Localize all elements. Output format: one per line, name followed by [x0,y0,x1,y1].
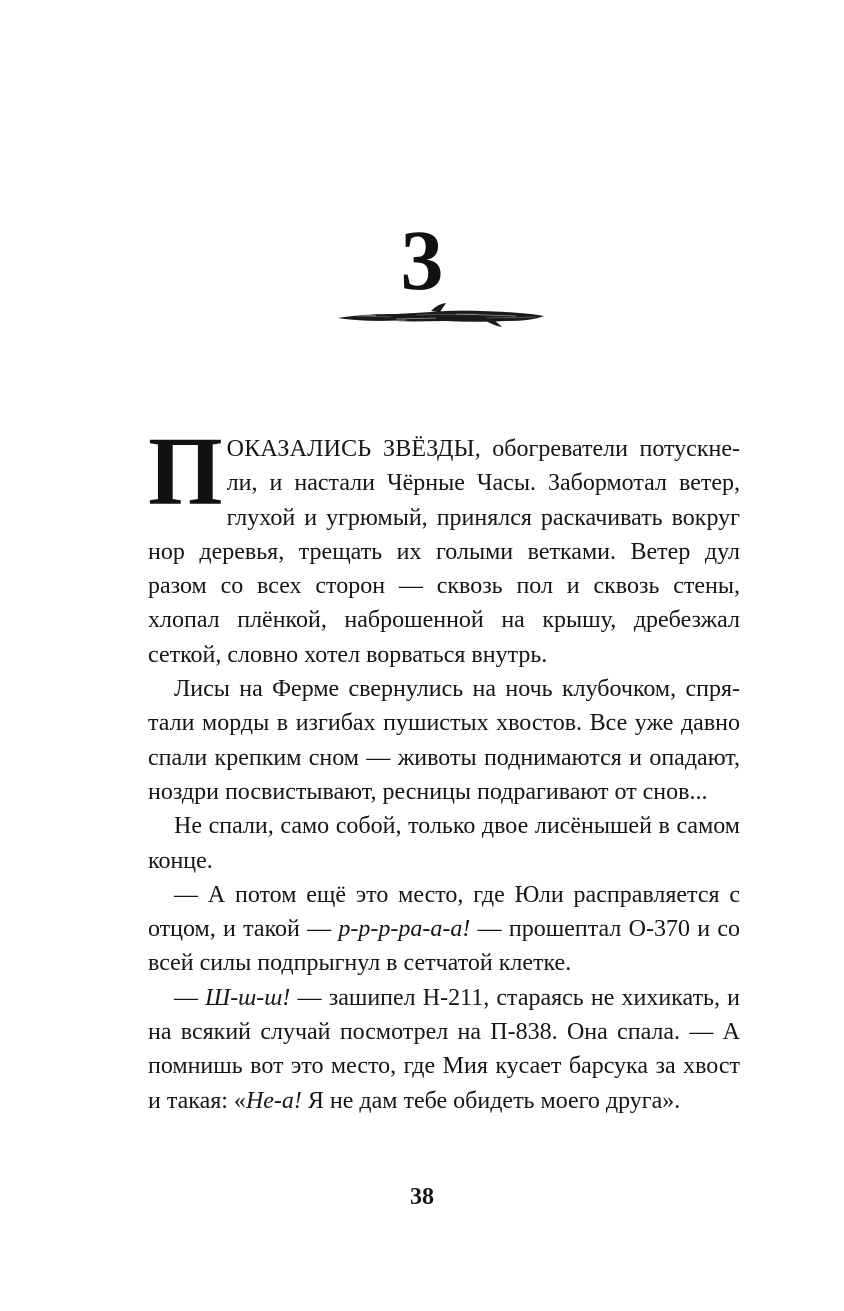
paragraph-3: Не спали, само собой, только двое лисёнышей в самом конце. [148,813,740,874]
dialogue-text: — А потом ещё это место, где Юли расправляется с отцом, и такой — [148,881,740,943]
chapter-number: 3 [400,212,444,308]
dialogue-italic: р-р-р-ра-а-а! [338,916,471,943]
chapter-text [148,415,740,1118]
dialogue-text: Я не дам тебе обидеть моего друга». [301,1087,681,1114]
paragraph-4 [148,878,740,981]
page-number: 38 [410,1184,434,1210]
paragraph-2: Лисы на Ферме свернулись на ночь клубочком, спрятали морды в изгибах пушистых хвостов. Все уже давно спали крепким сном — животы поднимаются и опадают, ноздри посвистывают, ресницы подрагивают от снов... [148,676,740,805]
paragraph-1 [148,415,740,672]
dialogue-text: — [174,984,206,1011]
drop-cap: П [148,415,223,526]
dialogue-text: — прошептал О-370 и со всей силы подпрыгнул в сетчатой клетке. [148,916,740,977]
branch-ornament-icon [336,302,546,328]
dialogue-italic: Не-а! [245,1087,302,1114]
lead-in: ОКАЗАЛИСЬ ЗВЁЗДЫ [226,436,475,462]
dialogue-text: — зашипел Н-211, стараясь не хихикать, и на всякий случай посмотрел на П-838. Она спала. — А помнишь вот это место, где Мия кусает барсука за хвост и такая: « [148,984,740,1114]
dialogue-italic: Ш-ш-ш! [205,984,291,1011]
paragraph-5 [148,981,740,1118]
paragraph-1-text: , обогреватели потускнели, и настали Чёрные Часы. Забормотал ветер, глухой и угрюмый, принялся раскачивать вокруг нор деревья, трещать их голыми ветками. Ветер дул разом со всех сторон — сквозь пол и сквозь стены, хлопал плёнкой, наброшенной на крышу, дребезжал сеткой, словно хотел ворваться внутрь. [148,436,740,668]
